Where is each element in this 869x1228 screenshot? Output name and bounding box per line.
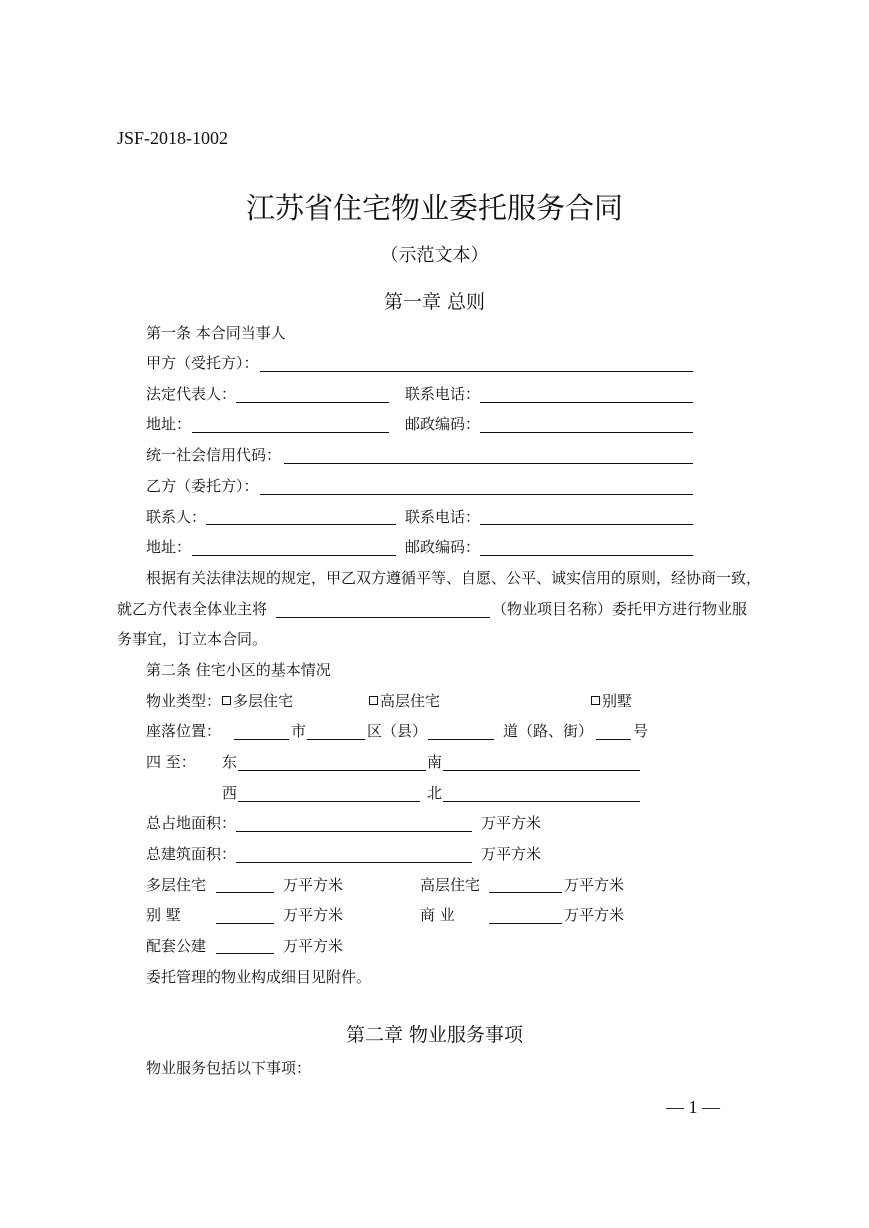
party-b-postcode-label: 邮政编码： <box>405 538 481 556</box>
commerce-area-field[interactable] <box>489 923 562 924</box>
high-rise-area-label: 高层住宅 <box>420 876 481 894</box>
legal-rep-field[interactable] <box>236 402 389 403</box>
article-1-heading: 第一条 本合同当事人 <box>146 324 286 342</box>
checkbox-icon[interactable] <box>369 696 378 705</box>
option-high-rise[interactable] <box>369 691 440 711</box>
document-subtitle: （示范文本） <box>380 245 489 266</box>
credit-code-field[interactable] <box>284 463 693 464</box>
party-a-field[interactable] <box>260 371 693 372</box>
south-label: 南 <box>427 753 443 771</box>
checkbox-icon[interactable] <box>591 696 600 705</box>
road-label: 道（路、街） <box>503 722 594 740</box>
intro-paragraph-line-2a: 就乙方代表全体业主将 <box>117 600 268 618</box>
support-area-label: 配套公建 <box>146 937 207 955</box>
north-label: 北 <box>427 784 443 802</box>
party-b-phone-field[interactable] <box>480 524 693 525</box>
checkbox-icon[interactable] <box>222 696 231 705</box>
services-intro: 物业服务包括以下事项： <box>146 1059 312 1077</box>
east-label: 东 <box>222 753 238 771</box>
appendix-note: 委托管理的物业构成细目见附件。 <box>146 968 372 986</box>
district-label: 区（县） <box>367 722 428 740</box>
road-field[interactable] <box>428 739 494 740</box>
support-area-field[interactable] <box>216 953 274 954</box>
party-a-phone-field[interactable] <box>480 402 693 403</box>
party-b-address-field[interactable] <box>192 555 396 556</box>
total-land-unit: 万平方米 <box>481 814 542 832</box>
contact-field[interactable] <box>206 524 396 525</box>
credit-code-label: 统一社会信用代码： <box>146 446 282 464</box>
villa-area-label: 别 墅 <box>146 906 181 924</box>
page-number: — 1 — <box>666 1097 720 1117</box>
party-a-address-field[interactable] <box>192 432 389 433</box>
project-name-field[interactable] <box>276 617 490 618</box>
party-b-address-label: 地址： <box>146 538 192 556</box>
intro-paragraph-line-3: 务事宜，订立本合同。 <box>117 630 268 648</box>
party-a-postcode-field[interactable] <box>480 432 693 433</box>
support-area-unit: 万平方米 <box>283 937 344 955</box>
party-a-postcode-label: 邮政编码： <box>405 415 481 433</box>
number-field[interactable] <box>596 739 631 740</box>
intro-paragraph-line-2b: （物业项目名称）委托甲方进行物业服 <box>492 600 748 618</box>
villa-area-unit: 万平方米 <box>283 906 344 924</box>
multi-storey-area-label: 多层住宅 <box>146 876 207 894</box>
chapter-2-heading: 第二章 物业服务事项 <box>345 1024 524 1046</box>
west-field[interactable] <box>238 801 420 802</box>
option-villa[interactable] <box>591 691 632 711</box>
legal-rep-label: 法定代表人： <box>146 385 237 403</box>
high-rise-area-unit: 万平方米 <box>564 876 625 894</box>
number-label: 号 <box>633 722 649 740</box>
party-b-postcode-field[interactable] <box>480 555 693 556</box>
property-type-label: 物业类型： <box>146 692 222 710</box>
east-field[interactable] <box>238 770 426 771</box>
option-multi-storey-label: 多层住宅 <box>233 692 294 710</box>
document-code: JSF-2018-1002 <box>117 128 229 148</box>
city-field[interactable] <box>234 739 289 740</box>
intro-paragraph-line-1: 根据有关法律法规的规定，甲乙双方遵循平等、自愿、公平、诚实信用的原则，经协商一致， <box>146 569 762 587</box>
chapter-1-heading: 第一章 总则 <box>383 291 486 313</box>
option-multi-storey[interactable] <box>222 691 293 711</box>
location-label: 座落位置： <box>146 722 222 740</box>
total-land-label: 总占地面积： <box>146 814 237 832</box>
contact-label: 联系人： <box>146 508 207 526</box>
party-a-phone-label: 联系电话： <box>405 385 481 403</box>
option-high-rise-label: 高层住宅 <box>380 692 441 710</box>
article-2-heading: 第二条 住宅小区的基本情况 <box>146 661 331 679</box>
total-build-field[interactable] <box>236 862 472 863</box>
north-field[interactable] <box>443 801 640 802</box>
west-label: 西 <box>222 784 238 802</box>
party-a-label: 甲方（受托方）： <box>146 354 259 372</box>
city-label: 市 <box>291 722 307 740</box>
villa-area-field[interactable] <box>216 923 274 924</box>
party-a-address-label: 地址： <box>146 415 192 433</box>
district-field[interactable] <box>307 739 365 740</box>
boundaries-label: 四 至： <box>146 753 196 771</box>
party-b-field[interactable] <box>260 494 693 495</box>
document-title: 江苏省住宅物业委托服务合同 <box>245 191 623 225</box>
total-build-unit: 万平方米 <box>481 845 542 863</box>
multi-storey-area-field[interactable] <box>216 892 274 893</box>
commerce-area-unit: 万平方米 <box>564 906 625 924</box>
total-land-field[interactable] <box>236 831 472 832</box>
total-build-label: 总建筑面积： <box>146 845 237 863</box>
multi-storey-area-unit: 万平方米 <box>283 876 344 894</box>
option-villa-label: 别墅 <box>602 692 633 710</box>
party-b-phone-label: 联系电话： <box>405 508 481 526</box>
south-field[interactable] <box>443 770 640 771</box>
high-rise-area-field[interactable] <box>489 892 562 893</box>
party-b-label: 乙方（委托方）： <box>146 477 259 495</box>
commerce-area-label: 商 业 <box>420 906 455 924</box>
